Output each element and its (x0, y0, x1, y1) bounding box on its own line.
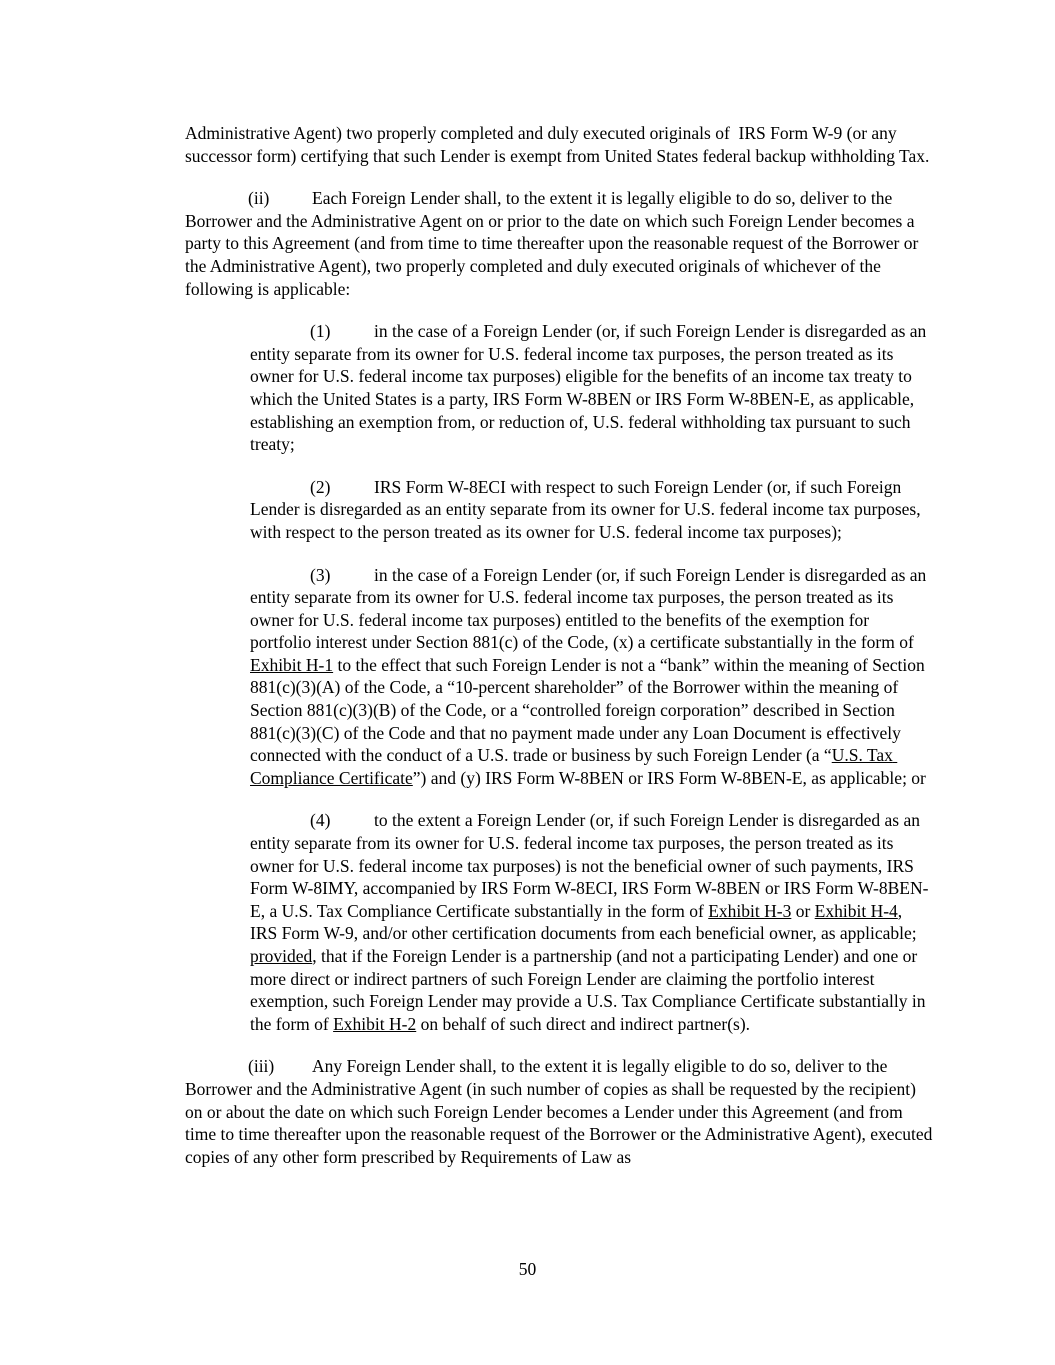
paragraph-3 (250, 564, 933, 790)
document-body (185, 122, 937, 1188)
text-run: on behalf of such direct and indirect partner(s). (416, 1013, 751, 1034)
text-run: Each Foreign Lender shall, to the extent it is legally eligible to do so, deliver to the Borrower and the Administrative Agent on or prior to the date on which such Foreign Lender becomes a party to this Agreement (and from time to time thereafter upon the reasonable request of the Borrower or the Administrative Agent), two properly completed and duly executed originals of whichever of the following is applicable: (185, 188, 923, 299)
text-run: in the case of a Foreign Lender (or, if such Foreign Lender is disregarded as an entity separate from its owner for U.S. federal income tax purposes, the person treated as its owner for U.S. federal income tax purposes) eligible for the benefits of an income tax treaty to which the United States is a party, IRS Form W-8BEN or IRS Form W-8BEN-E, as applicable, establishing an exemption from, or reduction of, U.S. federal withholding tax pursuant to such treaty; (250, 321, 931, 455)
text-run: ”) and (y) IRS Form W-8BEN or IRS Form W-8BEN-E, as applicable; or (412, 767, 926, 788)
underlined-term: provided (250, 946, 313, 966)
paragraph-iii (185, 1055, 937, 1168)
text-run: Any Foreign Lender shall, to the extent it is legally eligible to do so, deliver to the Borrower and the Administrative Agent (in such number of copies as shall be requested by the recipient) on or about the date on which such Foreign Lender becomes a Lender under this Agreement (and from time to time thereafter upon the reasonable request of the Borrower or the Administrative Agent), executed copies of any other form prescribed by Requirements of Law as (185, 1056, 937, 1167)
underlined-term: Exhibit H-1 (250, 654, 334, 675)
paragraph-number: (2) (310, 476, 331, 497)
text-run: to the extent a Foreign Lender (or, if such Foreign Lender is disregarded as an entity separate from its owner for U.S. federal income tax purposes, the person treated as its owner for U.S. federal income tax purposes) is not the beneficial owner of such payments, IRS Form W-8IMY, accompanied by IRS Form W-8ECI, IRS Form W-8BEN or IRS Form W-8BEN-E, a U.S. Tax Compliance Certificate substantially in the form of (250, 810, 929, 921)
underlined-term: Exhibit H-3 (708, 900, 792, 921)
underlined-term: Exhibit H-4 (814, 900, 898, 921)
paragraph-4 (250, 809, 933, 1035)
text-run: , IRS Form W-9, and/or other certification documents from each beneficial owner, as applicable; (250, 900, 922, 944)
paragraph-ii (185, 187, 933, 300)
text-run: in the case of a Foreign Lender (or, if such Foreign Lender is disregarded as an entity separate from its owner for U.S. federal income tax purposes, the person treated as its owner for U.S. federal income tax purposes) entitled to the benefits of the exemption for portfolio interest under Section 881(c) of the Code, (x) a certificate substantially in the form of (250, 564, 931, 653)
paragraph-number: (4) (310, 810, 331, 831)
page-footer (0, 1258, 1055, 1281)
text-run: , that if the Foreign Lender is a partnership (and not a participating Lender) and one or more direct or indirect partners of such Foreign Lender are claiming the portfolio interest exemption, such Foreign Lender may provide a U.S. Tax Compliance Certificate substantially in the form of (250, 946, 930, 1034)
paragraph-number: (iii) (248, 1056, 275, 1077)
paragraph-number: (ii) (248, 188, 270, 209)
paragraph-number: (3) (310, 564, 331, 585)
text-run: to the effect that such Foreign Lender is not a “bank” within the meaning of Section 881(c)(3)(A) of the Code, a “10-percent shareholder” of the Borrower within the meaning of Section 881(c)(3)(B) of the Code, or a “controlled foreign corporation” described in Section 881(c)(3)(C) of the Code and that no payment made under any Loan Document is effectively connected with the conduct of a U.S. trade or business by such Foreign Lender (a “ (250, 654, 930, 766)
underlined-term: U.S. Tax Compliance Certificate (250, 745, 898, 788)
text-run: Administrative Agent) two properly completed and duly executed originals of IRS Form W-9 (or any successor form) certifying that such Lender is exempt from United States federal backup withholding Tax. (185, 123, 930, 166)
paragraph-continuation (185, 122, 933, 167)
underlined-term: Exhibit H-2 (333, 1013, 417, 1034)
text-run: IRS Form W-8ECI with respect to such Foreign Lender (or, if such Foreign Lender is disregarded as an entity separate from its owner for U.S. federal income tax purposes, with respect to the person treated as its owner for U.S. federal income tax purposes); (250, 476, 925, 542)
paragraph-1 (250, 320, 933, 456)
text-run: or (791, 900, 815, 921)
page-number: 50 (518, 1259, 537, 1279)
paragraph-2 (250, 476, 933, 544)
paragraph-number: (1) (310, 321, 331, 342)
